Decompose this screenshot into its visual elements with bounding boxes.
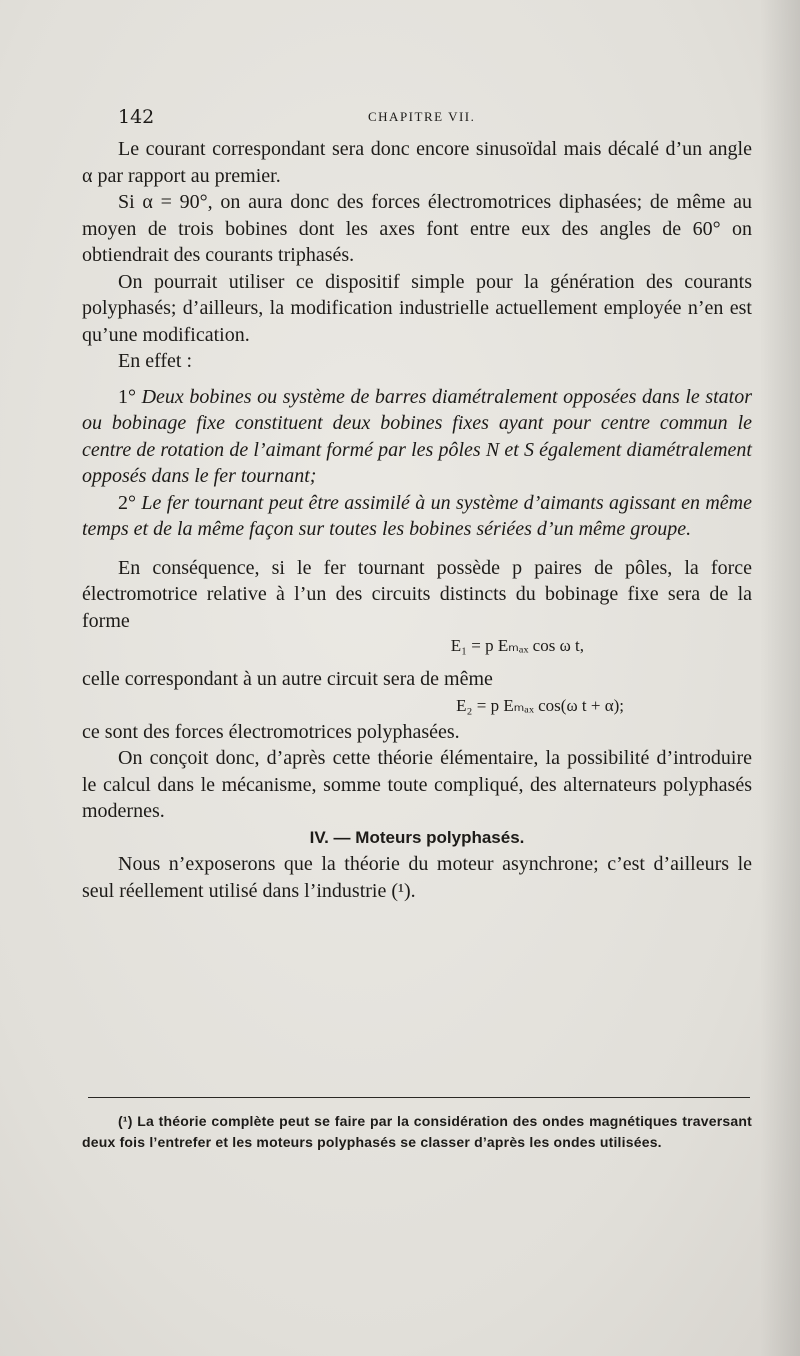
page-number: 142 [118, 106, 155, 128]
running-head: CHAPITRE VII. [368, 109, 476, 124]
page-edge-shadow [760, 0, 800, 1356]
section-title: IV. — Moteurs polyphasés. [309, 827, 525, 847]
list-item-1-number: 1° [118, 385, 136, 408]
paragraph-7: ce sont des forces électromotrices polyphasées. [82, 720, 460, 743]
formula-2: E₂ = p Eₘₐₓ cos(ω t + α); [456, 695, 624, 715]
paragraph-4: En effet : [118, 350, 193, 372]
paragraph-8: On conçoit donc, d’après cette théorie élémentaire, la possibilité d’introduire le calcul dans le mécanisme, somme toute compliqué, des alternateurs polyphasés modernes. [82, 747, 752, 822]
list-item-2-text: Le fer tournant peut être assimilé à un système d’aimants agissant en même temps et de la même façon sur toutes les bobines sériées d’un même groupe. [82, 491, 753, 540]
paragraph-1: Le courant correspondant sera donc encore sinusoïdal mais décalé d’un angle α par rapport au premier. [82, 138, 752, 187]
page-header [118, 106, 750, 130]
list-item-1-text: Deux bobines ou système de barres diamétralement opposées dans le stator ou bobinage fixe constituent deux bobines fixes ayant pour centre commun le centre de rotation de l’aimant formé par les pôles N et S également diamétralement opposés dans le fer tournant; [82, 385, 753, 487]
page-body [82, 136, 752, 904]
paragraph-2: Si α = 90°, on aura donc des forces électromotrices diphasées; de même au moyen de trois bobines dont les axes font entre eux des angles de 60° on obtiendrait des courants triphasés. [82, 191, 752, 266]
list-item-2 [82, 490, 752, 543]
paragraph-5: En conséquence, si le fer tournant possède p paires de pôles, la force électromotrice relative à l’un des circuits distincts du bobinage fixe sera de la forme [82, 556, 752, 632]
footnote: (¹) La théorie complète peut se faire par la considération des ondes magnétiques traversant deux fois l’entrefer et les moteurs polyphasés se classer d’après les ondes utilisées. [82, 1113, 752, 1150]
footnote-rule [88, 1097, 750, 1098]
paragraph-6: celle correspondant à un autre circuit sera de même [82, 668, 493, 690]
list-item-1 [82, 384, 752, 490]
formula-1: E₁ = p Eₘₐₓ cos ω t, [450, 636, 584, 655]
list-item-2-number: 2° [118, 491, 136, 514]
paragraph-3: On pourrait utiliser ce dispositif simple pour la génération des courants polyphasés; d’ailleurs, la modification industrielle actuellement employée n’en est qu’une modification. [82, 270, 752, 346]
paragraph-9: Nous n’exposerons que la théorie du moteur asynchrone; c’est d’ailleurs le seul réellement utilisé dans l’industrie (¹). [82, 853, 752, 902]
